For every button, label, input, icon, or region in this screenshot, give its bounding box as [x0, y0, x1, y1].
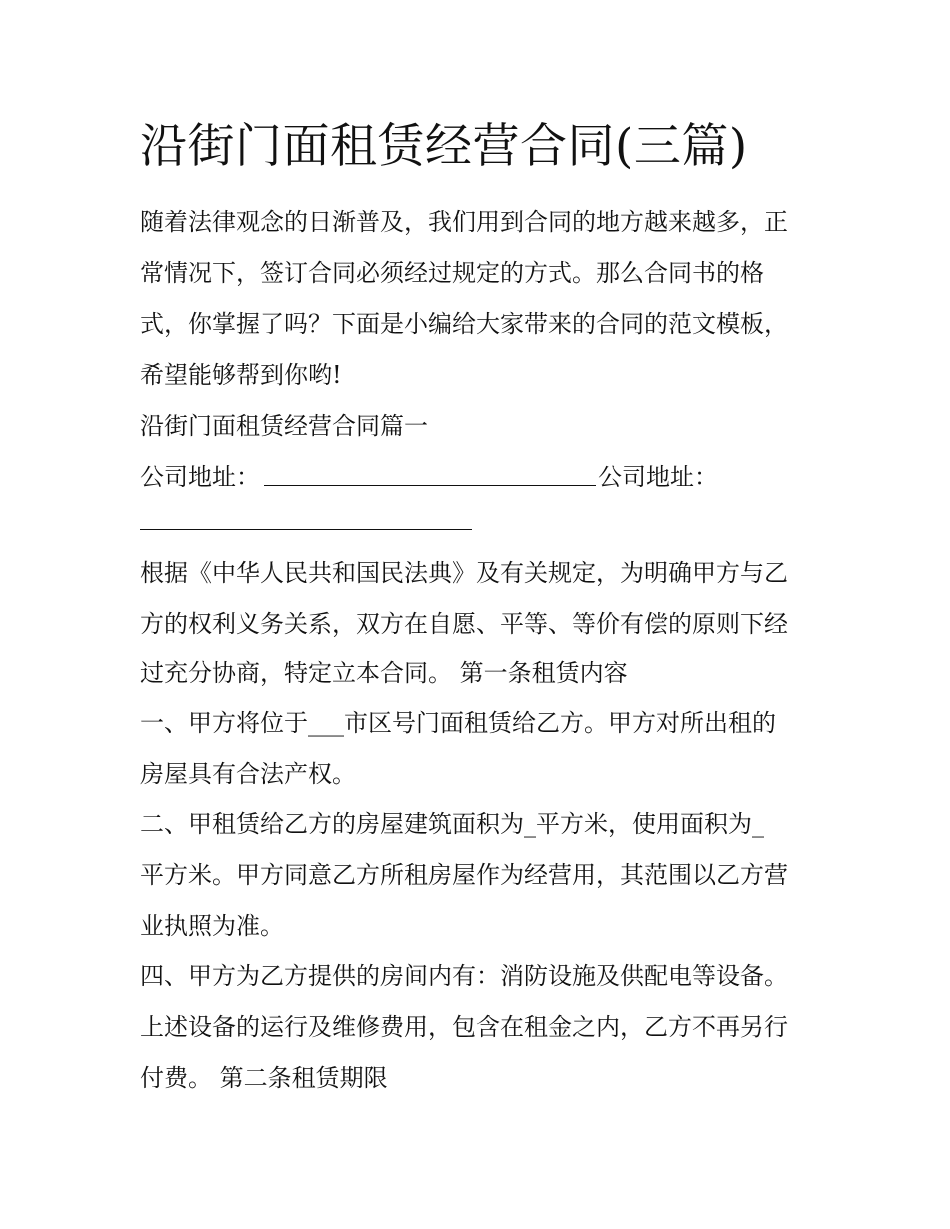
intro-line: 常情况下，签订合同必须经过规定的方式。那么合同书的格	[140, 259, 764, 287]
body-line: 业执照为准。	[140, 912, 284, 940]
address-blank-line	[264, 485, 596, 486]
body-line: 四、甲方为乙方提供的房间内有：消防设施及供配电等设备。	[140, 962, 788, 990]
address-blank-line	[140, 529, 472, 530]
body-line: 房屋具有合法产权。	[140, 760, 356, 788]
body-line: 平方米。甲方同意乙方所租房屋作为经营用，其范围以乙方营	[140, 861, 788, 889]
body-line: 二、甲租赁给乙方的房屋建筑面积为_平方米，使用面积为_	[140, 810, 764, 838]
body-line: 方的权利义务关系，双方在自愿、平等、等价有偿的原则下经	[140, 610, 788, 638]
body-line: 一、甲方将位于___市区号门面租赁给乙方。甲方对所出租的	[140, 709, 776, 737]
body-line: 根据《中华人民共和国民法典》及有关规定，为明确甲方与乙	[140, 559, 788, 587]
body-line: 过充分协商，特定立本合同。 第一条租赁内容	[140, 659, 628, 687]
section-heading: 沿街门面租赁经营合同篇一	[140, 412, 428, 440]
body-line: 上述设备的运行及维修费用，包含在租金之内，乙方不再另行	[140, 1013, 788, 1041]
company-address-label: 公司地址：	[140, 463, 260, 491]
intro-line: 随着法律观念的日渐普及，我们用到合同的地方越来越多，正	[140, 208, 788, 236]
document-title: 沿街门面租赁经营合同(三篇)	[140, 119, 748, 174]
intro-line: 希望能够帮到你哟!	[140, 361, 342, 389]
company-address-label: 公司地址：	[598, 463, 718, 491]
body-line: 付费。 第二条租赁期限	[140, 1064, 388, 1092]
intro-line: 式，你掌握了吗？下面是小编给大家带来的合同的范文模板，	[140, 310, 788, 338]
